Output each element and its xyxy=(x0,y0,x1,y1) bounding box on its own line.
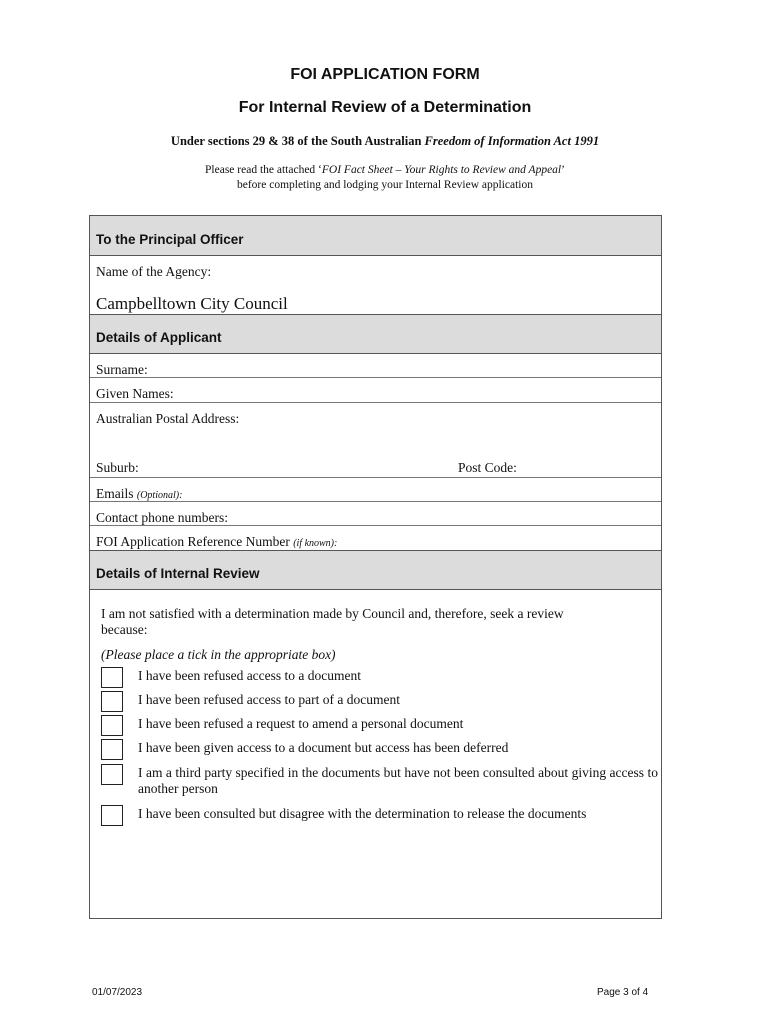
agency-label: Name of the Agency: xyxy=(96,264,212,279)
option-refused-amend xyxy=(101,715,661,739)
option-label: I have been refused access to a document xyxy=(138,668,362,683)
surname-field[interactable]: Surname: xyxy=(90,354,661,378)
legal-reference xyxy=(0,134,770,149)
note-line2: before completing and lodging your Internal Review application xyxy=(236,179,534,191)
suburb-row xyxy=(90,452,661,478)
option-third-party xyxy=(101,764,661,802)
checkbox-access-deferred[interactable] xyxy=(101,739,123,760)
option-label: I have been given access to a document but access has been deferred xyxy=(138,740,509,755)
checkbox-refused-amend[interactable] xyxy=(101,715,123,736)
legal-act: Freedom of Information Act 1991 xyxy=(424,134,600,148)
form-subtitle: For Internal Review of a Determination xyxy=(238,99,532,116)
emails-label: Emails xyxy=(96,486,137,501)
postal-address-field[interactable]: Australian Postal Address: xyxy=(96,411,240,426)
option-label: I am a third party specified in the documents but have not been consulted about giving access to another person xyxy=(138,765,658,796)
review-intro: I am not satisfied with a determination made by Council and, therefore, seek a review because: xyxy=(101,606,564,637)
footer-page-number: Page 3 of 4 xyxy=(597,987,649,998)
checkbox-refused-access[interactable] xyxy=(101,667,123,688)
option-label: I have been refused a request to amend a personal document xyxy=(138,716,464,731)
form-title: FOI APPLICATION FORM xyxy=(290,66,480,83)
post-code-field[interactable]: Post Code: xyxy=(458,460,517,475)
option-refused-access xyxy=(101,667,661,691)
suburb-field[interactable]: Suburb: xyxy=(96,460,139,475)
option-access-deferred xyxy=(101,739,661,763)
review-heading: Details of Internal Review xyxy=(90,550,661,590)
reference-field[interactable] xyxy=(90,526,661,550)
checkbox-disagree-release[interactable] xyxy=(101,805,123,826)
agency-value[interactable]: Campbelltown City Council xyxy=(96,294,288,313)
instruction-note xyxy=(0,163,770,193)
option-refused-part xyxy=(101,691,661,715)
phone-field[interactable]: Contact phone numbers: xyxy=(90,502,661,526)
legal-prefix: Under sections 29 & 38 of the South Australian xyxy=(170,134,425,148)
checkbox-third-party[interactable] xyxy=(101,764,123,785)
application-form xyxy=(89,215,662,919)
principal-heading: To the Principal Officer xyxy=(90,216,661,256)
option-disagree-release xyxy=(101,805,661,829)
option-label: I have been consulted but disagree with the determination to release the documents xyxy=(138,806,587,821)
reference-if-known: (if known): xyxy=(293,538,338,549)
note-suffix: ’ xyxy=(561,164,565,176)
footer-date: 01/07/2023 xyxy=(92,987,143,998)
note-prefix: Please read the attached ‘ xyxy=(205,164,322,176)
option-label: I have been refused access to part of a document xyxy=(138,692,401,707)
tick-instruction: (Please place a tick in the appropriate box) xyxy=(101,647,336,662)
applicant-heading: Details of Applicant xyxy=(90,314,661,354)
note-fact-sheet: FOI Fact Sheet – Your Rights to Review and Appeal xyxy=(321,164,562,176)
reference-label: FOI Application Reference Number xyxy=(96,534,294,549)
emails-field[interactable] xyxy=(90,478,661,502)
emails-optional: (Optional): xyxy=(136,490,183,501)
given-names-field[interactable]: Given Names: xyxy=(90,378,661,403)
checkbox-refused-part[interactable] xyxy=(101,691,123,712)
